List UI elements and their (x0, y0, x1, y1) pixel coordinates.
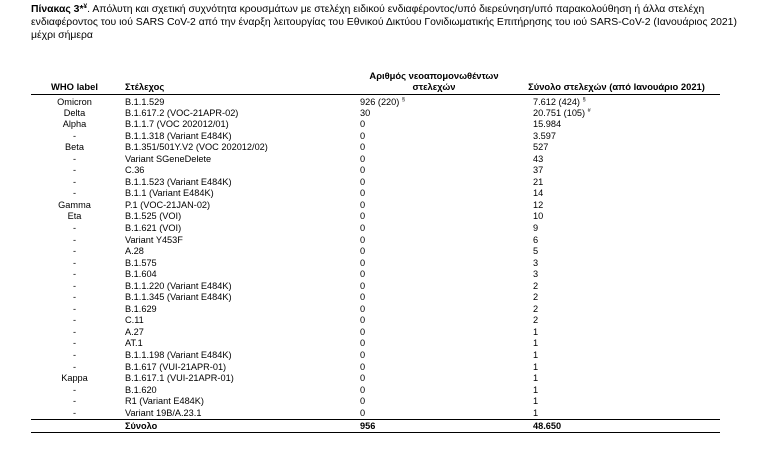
who-label-cell (31, 385, 118, 397)
strain-cell-text: B.1.620 (125, 384, 157, 395)
who-label-cell-text: Kappa (61, 373, 88, 384)
new-count-cell (355, 235, 513, 247)
new-count-cell-text: 0 (360, 234, 366, 245)
caption-label-sup: ¥ (83, 3, 88, 10)
strain-cell-text: AT.1 (125, 338, 143, 349)
footnote-marker: § (582, 96, 586, 103)
new-count-cell-text: 0 (360, 338, 366, 349)
total-count-cell-text: 3 (533, 257, 539, 268)
strain-cell-text: B.1.1.523 (Variant E484K) (125, 176, 232, 187)
strain-cell-text: B.1.1.529 (125, 96, 165, 107)
who-label-cell (31, 142, 118, 154)
who-label-cell (31, 235, 118, 247)
strain-cell-text: B.1.525 (VOI) (125, 211, 182, 222)
table-row (31, 154, 720, 166)
strain-cell-text: A.27 (125, 326, 144, 337)
new-count-cell (355, 258, 513, 270)
variants-table (31, 52, 720, 433)
strain-cell (118, 350, 355, 362)
who-label-cell (31, 119, 118, 131)
new-count-cell-text: 30 (360, 107, 371, 118)
who-label-cell-text: - (72, 384, 77, 395)
new-count-cell-text: 0 (360, 407, 366, 418)
strain-cell (118, 108, 355, 120)
who-label-cell (31, 362, 118, 374)
strain-cell-text: Variant Y453F (125, 234, 183, 245)
strain-cell (118, 408, 355, 420)
table-row (31, 235, 720, 247)
new-count-cell-text: 0 (360, 269, 366, 280)
strain-cell-text: B.1.604 (125, 269, 157, 280)
who-label-cell-text: Alpha (62, 119, 87, 130)
who-label-cell (31, 373, 118, 385)
total-count-cell (513, 385, 720, 397)
new-count-cell-text: 926 (220) (360, 96, 400, 107)
strain-cell (118, 119, 355, 131)
strain-cell-text: Variant SGeneDelete (125, 153, 212, 164)
total-count-cell-text: 2 (533, 303, 539, 314)
who-label-cell-text: Beta (65, 142, 84, 153)
strain-cell (118, 385, 355, 397)
who-label-cell-text: - (72, 361, 77, 372)
total-count-cell (513, 269, 720, 281)
total-count-cell-text: 10 (533, 211, 544, 222)
new-count-cell (355, 108, 513, 120)
new-count-cell-text: 0 (360, 349, 366, 360)
total-count-cell-text: 2 (533, 315, 539, 326)
total-count-cell (513, 258, 720, 270)
total-count-cell (513, 246, 720, 258)
new-count-cell (355, 94, 513, 108)
who-label-cell-text: - (72, 222, 77, 233)
total-count-cell (513, 200, 720, 212)
new-count-cell (355, 131, 513, 143)
strain-cell (118, 338, 355, 350)
new-count-cell-text: 0 (360, 165, 366, 176)
strain-cell (118, 211, 355, 223)
strain-cell-text: B.1.621 (VOI) (125, 222, 182, 233)
table-row (31, 396, 720, 408)
total-count-cell-text: 527 (533, 142, 549, 153)
strain-cell (118, 258, 355, 270)
total-count-cell-text: 43 (533, 153, 544, 164)
who-label-cell-text: - (72, 407, 77, 418)
who-label-cell (31, 408, 118, 420)
total-new: 956 (355, 419, 513, 432)
table-body (31, 94, 720, 419)
total-count-cell (513, 362, 720, 374)
strain-cell (118, 269, 355, 281)
total-count-cell-text: 21 (533, 176, 544, 187)
who-label-cell (31, 246, 118, 258)
total-count-cell-text: 14 (533, 188, 544, 199)
strain-cell-text: B.1.617 (VUI-21APR-01) (125, 361, 227, 372)
strain-cell (118, 246, 355, 258)
table-row (31, 131, 720, 143)
total-count-cell-text: 2 (533, 280, 539, 291)
new-count-cell (355, 292, 513, 304)
total-count-cell (513, 188, 720, 200)
table-row (31, 304, 720, 316)
table-row (31, 327, 720, 339)
new-count-cell-text: 0 (360, 361, 366, 372)
new-count-cell-text: 0 (360, 373, 366, 384)
new-count-cell (355, 246, 513, 258)
total-count-cell (513, 177, 720, 189)
who-label-cell (31, 258, 118, 270)
strain-cell (118, 200, 355, 212)
new-count-cell (355, 119, 513, 131)
who-label-cell (31, 304, 118, 316)
new-count-cell (355, 396, 513, 408)
strain-cell-text: C.11 (125, 315, 144, 326)
strain-cell-text: B.1.1.220 (Variant E484K) (125, 280, 232, 291)
total-strains-header: Σύνολο στελεχών (από Ιανουάριο 2021) (513, 52, 720, 94)
total-count-cell (513, 154, 720, 166)
total-row (31, 419, 720, 432)
total-count-cell (513, 142, 720, 154)
who-label-cell-text: - (72, 303, 77, 314)
new-count-cell (355, 327, 513, 339)
total-count-cell (513, 315, 720, 327)
new-count-cell (355, 304, 513, 316)
strain-cell (118, 142, 355, 154)
new-count-cell-text: 0 (360, 119, 366, 130)
total-count-cell (513, 223, 720, 235)
who-label-cell (31, 188, 118, 200)
new-count-cell-text: 0 (360, 246, 366, 257)
total-count-cell-text: 1 (533, 361, 539, 372)
new-count-cell-text: 0 (360, 142, 366, 153)
strain-cell (118, 327, 355, 339)
strain-cell (118, 177, 355, 189)
table-row (31, 281, 720, 293)
table-row (31, 269, 720, 281)
new-count-cell-text: 0 (360, 303, 366, 314)
strain-cell-text: P.1 (VOC-21JAN-02) (125, 199, 211, 210)
strain-cell-text: B.1.351/501Y.V2 (VOC 202012/02) (125, 142, 268, 153)
total-count-cell (513, 350, 720, 362)
who-label-cell (31, 177, 118, 189)
total-count-cell-text: 15.984 (533, 119, 562, 130)
new-count-cell (355, 165, 513, 177)
strain-cell (118, 235, 355, 247)
total-count-cell (513, 235, 720, 247)
new-count-cell (355, 223, 513, 235)
table-row (31, 385, 720, 397)
who-label-cell-text: - (72, 130, 77, 141)
strain-cell-text: B.1.629 (125, 303, 157, 314)
total-count-cell (513, 119, 720, 131)
new-isolates-header: Αριθμός νεοαπομονωθέντων στελεχών (355, 52, 513, 94)
new-count-cell-text: 0 (360, 211, 366, 222)
new-count-cell (355, 315, 513, 327)
new-count-cell-text: 0 (360, 280, 366, 291)
total-count-cell-text: 5 (533, 246, 539, 257)
total-count-cell (513, 408, 720, 420)
who-label-cell-text: - (72, 396, 77, 407)
strain-cell (118, 94, 355, 108)
who-label-cell-text: - (72, 349, 77, 360)
new-count-cell (355, 373, 513, 385)
who-label-cell-text: Eta (67, 211, 82, 222)
strain-cell (118, 373, 355, 385)
who-label-cell (31, 327, 118, 339)
who-label-cell (31, 350, 118, 362)
new-count-cell (355, 385, 513, 397)
new-count-cell (355, 350, 513, 362)
who-label-cell-text: - (72, 234, 77, 245)
who-label-cell-text: - (72, 292, 77, 303)
total-label: Σύνολο (118, 419, 355, 432)
table-row (31, 165, 720, 177)
table-row (31, 338, 720, 350)
new-count-cell (355, 408, 513, 420)
table-row (31, 142, 720, 154)
table-row (31, 223, 720, 235)
who-label-cell (31, 154, 118, 166)
strain-header: Στέλεχος (118, 52, 355, 94)
footnote-marker: § (401, 96, 405, 103)
new-count-cell-text: 0 (360, 153, 366, 164)
total-count-cell-text: 1 (533, 384, 539, 395)
who-label-cell-text: - (72, 326, 77, 337)
strain-cell (118, 188, 355, 200)
who-label-cell (31, 108, 118, 120)
strain-cell (118, 223, 355, 235)
new-count-cell (355, 281, 513, 293)
total-overall: 48.650 (513, 419, 720, 432)
who-label-cell-text: - (72, 176, 77, 187)
new-count-cell (355, 154, 513, 166)
who-label-header: WHO label (31, 52, 118, 94)
strain-cell-text: B.1.1.318 (Variant E484K) (125, 130, 232, 141)
strain-cell-text: B.1.1.198 (Variant E484K) (125, 349, 232, 360)
total-row-who (31, 419, 118, 432)
strain-cell (118, 165, 355, 177)
total-count-cell-text: 3.597 (533, 130, 556, 141)
total-count-cell-text: 1 (533, 373, 539, 384)
strain-cell-text: B.1.1.345 (Variant E484K) (125, 292, 232, 303)
new-count-cell-text: 0 (360, 130, 366, 141)
new-count-cell-text: 0 (360, 222, 366, 233)
total-count-cell-text: 1 (533, 349, 539, 360)
table-row (31, 200, 720, 212)
total-count-cell-text: 1 (533, 407, 539, 418)
table-row (31, 119, 720, 131)
who-label-cell-text: - (72, 165, 77, 176)
table-row (31, 246, 720, 258)
new-count-cell (355, 177, 513, 189)
table-row (31, 258, 720, 270)
who-label-cell (31, 131, 118, 143)
total-count-cell-text: 3 (533, 269, 539, 280)
strain-cell-text: B.1.1.7 (VOC 202012/01) (125, 119, 229, 130)
strain-cell-text: Variant 19B/A.23.1 (125, 407, 202, 418)
total-count-cell (513, 304, 720, 316)
table-header-row (31, 52, 720, 94)
table-row (31, 315, 720, 327)
table-row (31, 108, 720, 120)
total-count-cell-text: 12 (533, 199, 544, 210)
strain-cell (118, 292, 355, 304)
table-row (31, 350, 720, 362)
who-label-cell-text: Omicron (57, 96, 92, 107)
total-count-cell-text: 6 (533, 234, 539, 245)
who-label-cell (31, 292, 118, 304)
total-count-cell-text: 1 (533, 396, 539, 407)
total-count-cell-text: 1 (533, 338, 539, 349)
strain-cell-text: B.1.617.2 (VOC-21APR-02) (125, 107, 239, 118)
new-count-cell (355, 211, 513, 223)
who-label-cell-text: - (72, 246, 77, 257)
who-label-cell-text: - (72, 338, 77, 349)
new-count-cell (355, 188, 513, 200)
total-count-cell-text: 9 (533, 222, 539, 233)
who-label-cell-text: - (72, 315, 77, 326)
new-count-cell (355, 200, 513, 212)
who-label-cell-text: - (72, 153, 77, 164)
who-label-cell (31, 94, 118, 108)
table-row (31, 188, 720, 200)
total-count-cell (513, 338, 720, 350)
total-count-cell-text: 20.751 (105) (533, 107, 586, 118)
who-label-cell-text: Delta (63, 107, 86, 118)
new-count-cell-text: 0 (360, 188, 366, 199)
who-label-cell (31, 281, 118, 293)
who-label-cell (31, 223, 118, 235)
table-row (31, 362, 720, 374)
who-label-cell (31, 315, 118, 327)
who-label-cell (31, 396, 118, 408)
total-count-cell (513, 211, 720, 223)
new-count-cell-text: 0 (360, 315, 366, 326)
caption-label: Πίνακας 3* (31, 4, 84, 15)
strain-cell (118, 396, 355, 408)
total-count-cell (513, 281, 720, 293)
strain-cell (118, 281, 355, 293)
table-row (31, 292, 720, 304)
who-label-cell (31, 211, 118, 223)
who-label-cell-text: - (72, 188, 77, 199)
strain-cell-text: B.1.575 (125, 257, 157, 268)
total-count-cell-text: 2 (533, 292, 539, 303)
who-label-cell (31, 200, 118, 212)
who-label-cell-text: - (72, 280, 77, 291)
new-count-cell-text: 0 (360, 384, 366, 395)
total-count-cell (513, 373, 720, 385)
table-row (31, 94, 720, 108)
new-count-cell-text: 0 (360, 292, 366, 303)
new-count-cell-text: 0 (360, 257, 366, 268)
strain-cell-text: B.1.617.1 (VUI-21APR-01) (125, 373, 234, 384)
table-row (31, 177, 720, 189)
who-label-cell-text: Gamma (58, 199, 91, 210)
new-count-cell (355, 362, 513, 374)
total-count-cell-text: 1 (533, 326, 539, 337)
new-count-cell (355, 338, 513, 350)
strain-cell (118, 154, 355, 166)
strain-cell (118, 362, 355, 374)
strain-cell-text: B.1.1 (Variant E484K) (125, 188, 214, 199)
footnote-marker: # (587, 107, 591, 114)
strain-cell (118, 315, 355, 327)
total-count-cell (513, 292, 720, 304)
who-label-cell (31, 269, 118, 281)
who-label-cell (31, 165, 118, 177)
new-count-cell-text: 0 (360, 326, 366, 337)
new-count-cell (355, 142, 513, 154)
new-count-cell-text: 0 (360, 199, 366, 210)
who-label-cell (31, 338, 118, 350)
new-count-cell-text: 0 (360, 176, 366, 187)
table-row (31, 373, 720, 385)
who-label-cell-text: - (72, 269, 77, 280)
strain-cell-text: A.28 (125, 246, 144, 257)
total-count-cell (513, 396, 720, 408)
total-count-cell (513, 165, 720, 177)
table-caption (31, 3, 751, 42)
table-row (31, 211, 720, 223)
total-count-cell (513, 131, 720, 143)
total-count-cell-text: 7.612 (424) (533, 96, 580, 107)
strain-cell-text: R1 (Variant E484K) (125, 396, 204, 407)
table-row (31, 408, 720, 420)
new-count-cell (355, 269, 513, 281)
total-count-cell (513, 108, 720, 120)
new-count-cell-text: 0 (360, 396, 366, 407)
strain-cell-text: C.36 (125, 165, 145, 176)
total-count-cell (513, 327, 720, 339)
strain-cell (118, 304, 355, 316)
caption-text: . Απόλυτη και σχετική συχνότητα κρουσμάτων με στελέχη ειδικού ενδιαφέροντος/υπό διερεύνηση/υπό παρακολούθηση ή άλλα στελέχη ενδιαφέροντος του ιού SARS CoV-2 από την έναρξη λειτουργίας του Εθνικού Δικτύου Γονιδιωματικής Επιτήρησης του ιού SARS-CoV-2 (Ιανουάριος 2021) μέχρι σήμερα (31, 4, 737, 41)
total-count-cell (513, 94, 720, 108)
strain-cell (118, 131, 355, 143)
total-count-cell-text: 37 (533, 165, 544, 176)
who-label-cell-text: - (72, 257, 77, 268)
